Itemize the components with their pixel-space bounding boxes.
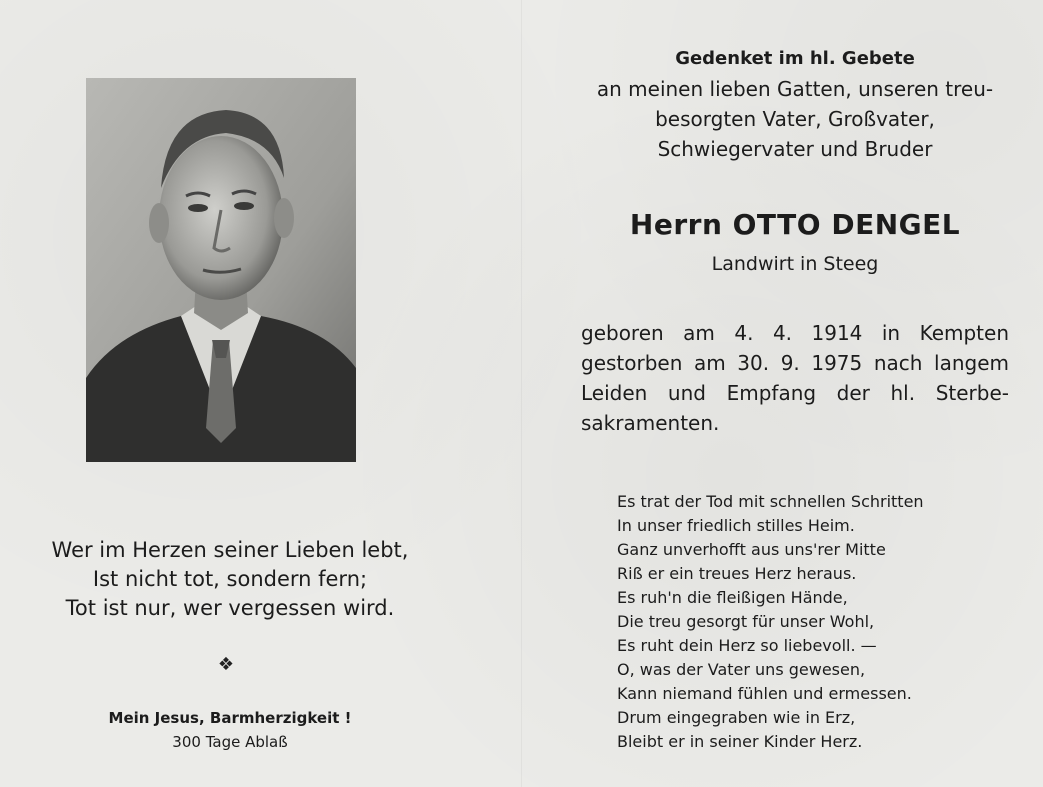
poem-line: Kann niemand fühlen und ermessen. — [617, 684, 912, 703]
poem-line: Es ruh'n die fleißigen Hände, — [617, 588, 848, 607]
header-title: Gedenket im hl. Gebete — [675, 48, 915, 69]
poem-line: Bleibt er in seiner Kinder Herz. — [617, 732, 863, 751]
verse-line: Tot ist nur, wer vergessen wird. — [65, 596, 395, 620]
memorial-poem — [617, 490, 987, 754]
header-line: besorgten Vater, Großvater, — [655, 107, 935, 131]
poem-line: Ganz unverhofft aus uns'rer Mitte — [617, 540, 886, 559]
poem-line: Die treu gesorgt für unser Wohl, — [617, 612, 875, 631]
header-line: an meinen lieben Gatten, unseren treu- — [596, 77, 994, 101]
poem-line: In unser friedlich stilles Heim. — [617, 516, 855, 535]
poem-line: Riß er ein treues Herz heraus. — [617, 564, 857, 583]
life-line: gestorben am 30. 9. 1975 nach langem — [581, 351, 1009, 375]
deceased-occupation: Landwirt in Steeg — [711, 253, 879, 275]
prayer-indulgence: 300 Tage Ablaß — [172, 733, 288, 751]
poem-line: Drum eingegraben wie in Erz, — [617, 708, 856, 727]
life-line: sakramenten. — [581, 411, 720, 435]
remembrance-verse — [30, 536, 430, 623]
diamond-ornament-icon: ❖ — [217, 654, 235, 675]
poem-line: Es ruht dein Herz so liebevoll. — — [617, 636, 877, 655]
fold-line — [521, 0, 522, 787]
dedication-header — [572, 44, 1018, 164]
prayer-block — [60, 706, 400, 754]
prayer-title: Mein Jesus, Barmherzigkeit ! — [108, 709, 352, 727]
verse-line: Ist nicht tot, sondern fern; — [92, 567, 368, 591]
verse-line: Wer im Herzen seiner Lieben lebt, — [51, 538, 409, 562]
life-line: geboren am 4. 4. 1914 in Kempten — [581, 321, 1009, 345]
poem-line: O, was der Vater uns gewesen, — [617, 660, 866, 679]
deceased-name: Herrn OTTO DENGEL — [629, 208, 961, 241]
life-dates — [581, 318, 1009, 438]
portrait-photo — [86, 78, 356, 462]
life-line: Leiden und Empfang der hl. Sterbe- — [581, 381, 1009, 405]
header-line: Schwiegervater und Bruder — [657, 137, 933, 161]
poem-line: Es trat der Tod mit schnellen Schritten — [617, 492, 924, 511]
